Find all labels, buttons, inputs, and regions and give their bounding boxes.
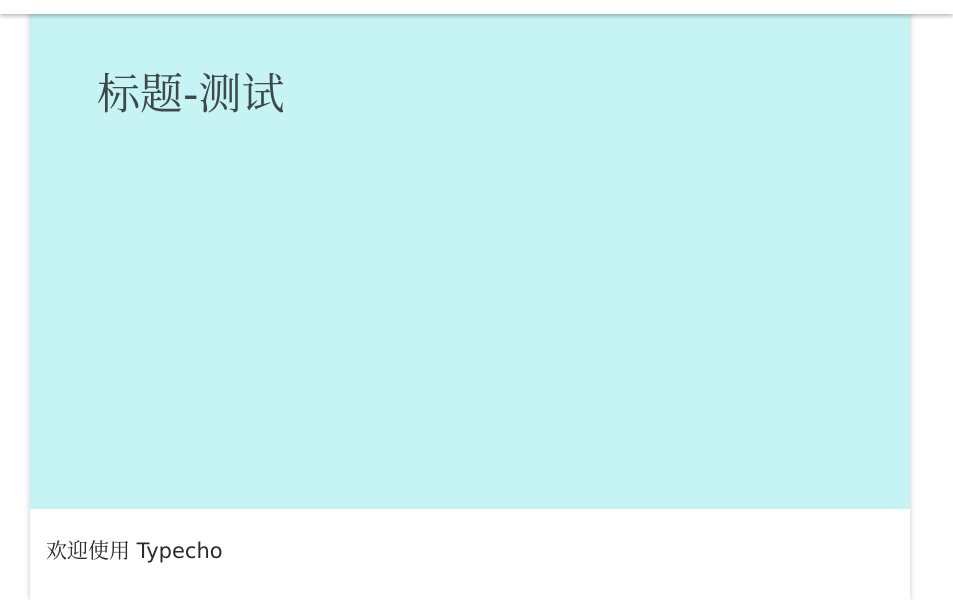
top-app-bar — [0, 0, 953, 14]
post-card-cover[interactable] — [30, 0, 910, 509]
post-title[interactable]: 标题-测试 — [97, 69, 285, 120]
post-excerpt: 欢迎使用 Typecho — [46, 539, 223, 563]
post-card[interactable] — [30, 0, 910, 600]
